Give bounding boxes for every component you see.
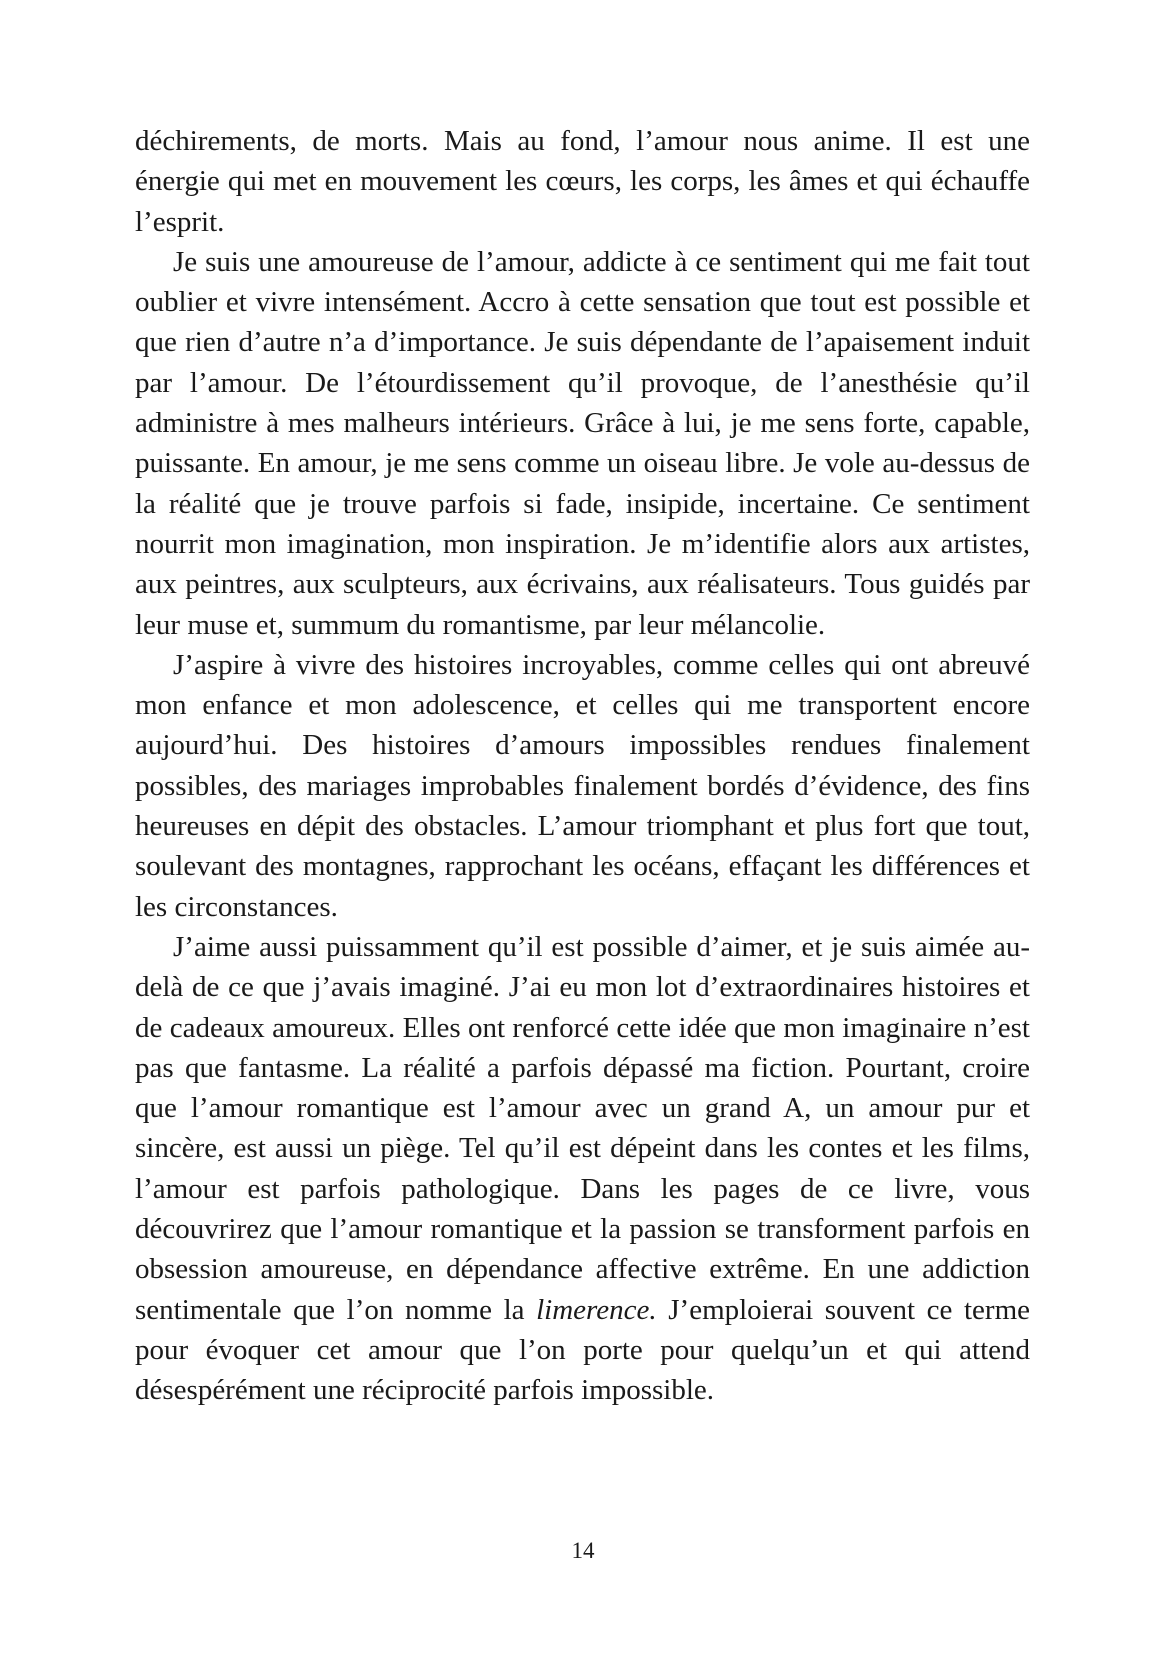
paragraph-4-text-a: J’aime aussi puissamment qu’il est possible d’aimer, et je suis aimée au-delà de ce que j’avais imaginé. J’ai eu mon lot d’extraordinaires histoires et de cadeaux amoureux. Elles ont renforcé cette idée que mon imaginaire n’est pas que fantasme. La réalité a parfois dépassé ma fiction. Pourtant, croire que l’amour romantique est l’amour avec un grand A, un amour pur et sincère, est aussi un piège. Tel qu’il est dépeint dans les contes et les films, l’amour est parfois pathologique. Dans les pages de ce livre, vous découvrirez que l’amour romantique et la passion se transforment parfois en obsession amoureuse, en dépendance affective extrême. En une addiction sentimentale que l’on nomme la: [135, 930, 1030, 1326]
paragraph-4-italic-term: limerence.: [536, 1293, 657, 1326]
paragraph-1-text: déchirements, de morts. Mais au fond, l’amour nous anime. Il est une énergie qui met en mouvement les cœurs, les corps, les âmes et qui échauffe l’esprit.: [135, 125, 1030, 238]
page-number: 14: [571, 1538, 595, 1563]
body-text: [135, 121, 1030, 1411]
paragraph-3-text: J’aspire à vivre des histoires incroyables, comme celles qui ont abreuvé mon enfance et mon adolescence, et celles qui me transportent encore aujourd’hui. Des histoires d’amours impossibles rendues finalement possibles, des mariages improbables finalement bordés d’évidence, des fins heureuses en dépit des obstacles. L’amour triomphant et plus fort que tout, soulevant des montagnes, rapprochant les océans, effaçant les différences et les circonstances.: [135, 648, 1030, 923]
paragraph-4-text-b: J’emploierai souvent ce terme pour évoquer cet amour que l’on porte pour quelqu’un et qui attend désespérément une réciprocité parfois impossible.: [135, 1293, 1031, 1407]
paragraph-4: [135, 927, 1030, 1411]
paragraph-2: [135, 242, 1030, 645]
paragraph-2-text: Je suis une amoureuse de l’amour, addicte à ce sentiment qui me fait tout oublier et vivre intensément. Accro à cette sensation que tout est possible et que rien d’autre n’a d’importance. Je suis dépendante de l’apaisement induit par l’amour. De l’étourdissement qu’il provoque, de l’anesthésie qu’il administre à mes malheurs intérieurs. Grâce à lui, je me sens forte, capable, puissante. En amour, je me sens comme un oiseau libre. Je vole au-dessus de la réalité que je trouve parfois si fade, insipide, incertaine. Ce sentiment nourrit mon imagination, mon inspiration. Je m’identifie alors aux artistes, aux peintres, aux sculpteurs, aux écrivains, aux réalisateurs. Tous guidés par leur muse et, summum du romantisme, par leur mélancolie.: [135, 245, 1030, 641]
paragraph-3: [135, 645, 1030, 927]
paragraph-1: [135, 121, 1030, 242]
